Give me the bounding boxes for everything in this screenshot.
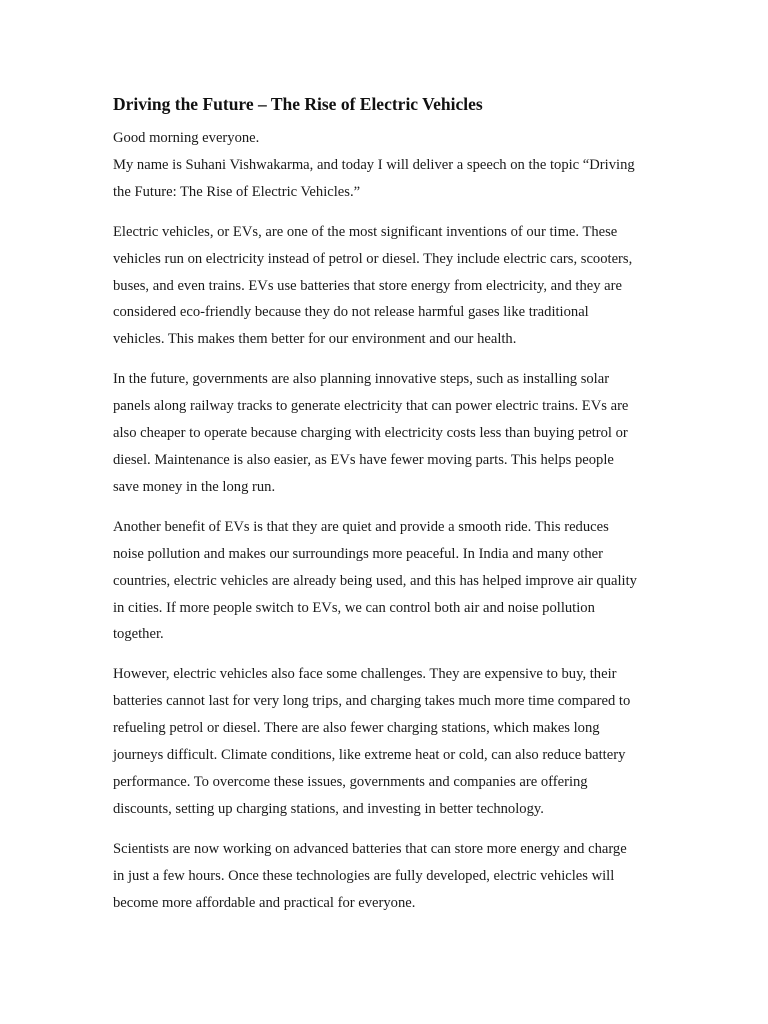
text-line: discounts, setting up charging stations, and investing in better technology.	[113, 800, 544, 817]
text-line: Electric vehicles, or EVs, are one of the most significant inventions of our time. These	[113, 223, 618, 240]
text-line: In the future, governments are also planning innovative steps, such as installing solar	[113, 371, 610, 388]
text-line: noise pollution and makes our surroundings more peaceful. In India and many other	[113, 545, 603, 562]
text-line: Scientists are now working on advanced batteries that can store more energy and charge	[113, 840, 627, 857]
text-line: considered eco-friendly because they do not release harmful gases like traditional	[113, 304, 589, 321]
text-line: vehicles run on electricity instead of petrol or diesel. They include electric cars, scooters,	[113, 250, 633, 267]
paragraph-introduction	[113, 219, 658, 354]
text-line: in cities. If more people switch to EVs, we can control both air and noise pollution	[113, 599, 595, 616]
document-body	[113, 93, 658, 929]
text-line: batteries cannot last for very long trips, and charging takes much more time compared to	[113, 693, 631, 710]
text-line: save money in the long run.	[113, 478, 276, 495]
text-line: become more affordable and practical for everyone.	[113, 894, 416, 911]
paragraph-conclusion	[113, 836, 658, 917]
text-line: However, electric vehicles also face some challenges. They are expensive to buy, their	[113, 666, 617, 683]
text-line: in just a few hours. Once these technologies are fully developed, electric vehicles will	[113, 867, 615, 884]
paragraph-greeting	[113, 125, 658, 206]
document-title: Driving the Future – The Rise of Electric Vehicles	[113, 94, 483, 114]
text-line: refueling petrol or diesel. There are also fewer charging stations, which makes long	[113, 720, 600, 737]
paragraph-future-plans	[113, 366, 658, 501]
paragraph-challenges	[113, 661, 658, 822]
text-line: together.	[113, 626, 164, 643]
text-line: the Future: The Rise of Electric Vehicles.”	[113, 183, 361, 200]
text-line: diesel. Maintenance is also easier, as EVs have fewer moving parts. This helps people	[113, 451, 614, 468]
text-line: My name is Suhani Vishwakarma, and today I will deliver a speech on the topic “Driving	[113, 156, 635, 173]
text-line: vehicles. This makes them better for our environment and our health.	[113, 331, 517, 348]
paragraph-benefits	[113, 514, 658, 649]
text-line: Good morning everyone.	[113, 130, 260, 146]
text-line: countries, electric vehicles are already being used, and this has helped improve air quality	[113, 572, 637, 589]
text-line: also cheaper to operate because charging with electricity costs less than buying petrol or	[113, 425, 628, 442]
text-line: buses, and even trains. EVs use batteries that store energy from electricity, and they are	[113, 277, 622, 294]
text-line: panels along railway tracks to generate electricity that can power electric trains. EVs are	[113, 398, 629, 415]
text-line: performance. To overcome these issues, governments and companies are offering	[113, 773, 588, 790]
text-line: journeys difficult. Climate conditions, like extreme heat or cold, can also reduce battery	[113, 747, 626, 764]
text-line: Another benefit of EVs is that they are quiet and provide a smooth ride. This reduces	[113, 518, 609, 535]
